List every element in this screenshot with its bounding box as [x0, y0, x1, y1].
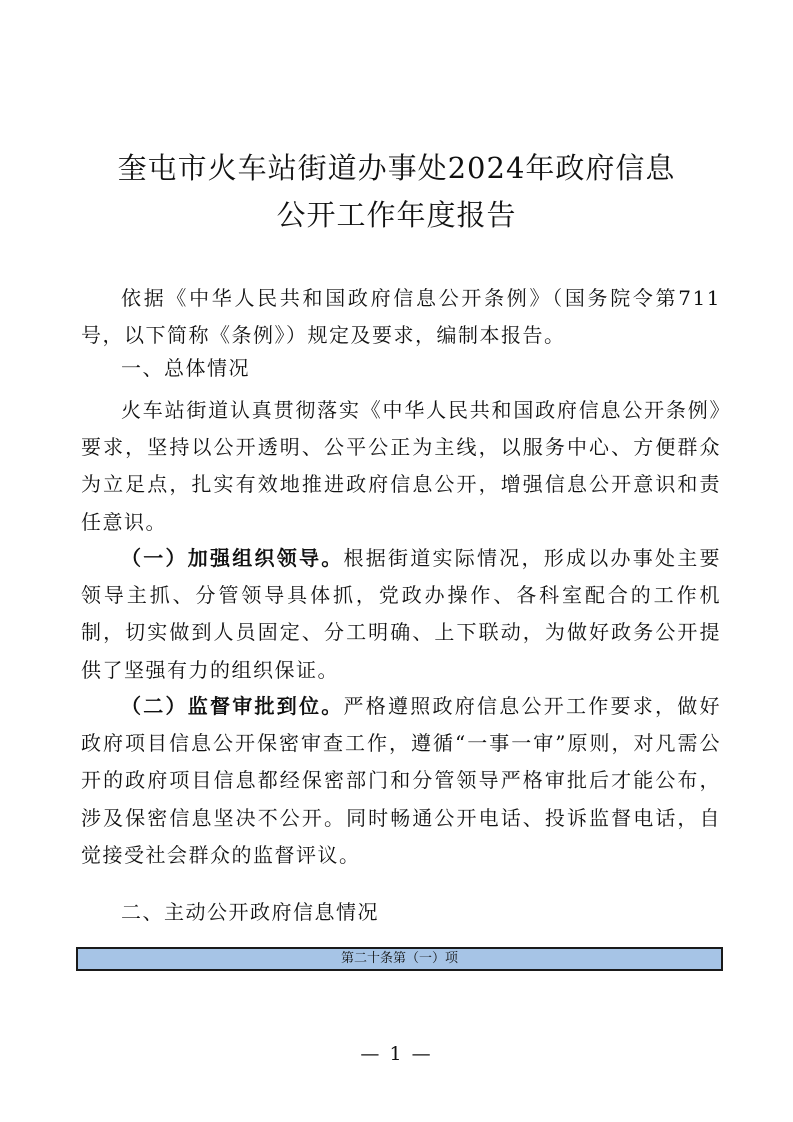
- page-number: — 1 —: [360, 1043, 433, 1065]
- intro-paragraph: 依据《中华人民共和国政府信息公开条例》（国务院令第711号，以下简称《条例》）规定及要求，编制本报告。: [81, 286, 721, 348]
- report-title-line-1: 奎屯市火车站街道办事处2024年政府信息: [117, 151, 676, 185]
- subsection-1-text: 根据街道实际情况，形成以办事处主要领导主抓、分管领导具体抓，党政办操作、各科室配合的工作机制，切实做到人员固定、分工明确、上下联动，为做好政务公开提供了坚强有力的组织保证。: [81, 546, 721, 682]
- subsection-2-paragraph: [81, 688, 721, 874]
- table-header-row: 第二十条第（一）项: [76, 947, 723, 971]
- section-1-heading: 一、总体情况: [121, 356, 250, 380]
- report-title-line-2: 公开工作年度报告: [276, 198, 517, 232]
- overview-paragraph: 火车站街道认真贯彻落实《中华人民共和国政府信息公开条例》要求，坚持以公开透明、公平公正为主线，以服务中心、方便群众为立足点，扎实有效地推进政府信息公开，增强信息公开意识和责任意识。: [81, 398, 721, 534]
- section-2-heading: 二、主动公开政府信息情况: [121, 900, 379, 924]
- subsection-1-paragraph: [81, 540, 721, 689]
- subsection-2-text: 严格遵照政府信息公开工作要求，做好政府项目信息公开保密审查工作，遵循“一事一审”原则，对凡需公开的政府项目信息都经保密部门和分管领导严格审批后才能公布，涉及保密信息坚决不公开。同时畅通公开电话、投诉监督电话，自觉接受社会群众的监督评议。: [81, 694, 721, 867]
- subsection-2-lead: （二）监督审批到位。: [121, 694, 344, 718]
- subsection-1-lead: （一）加强组织领导。: [121, 546, 344, 570]
